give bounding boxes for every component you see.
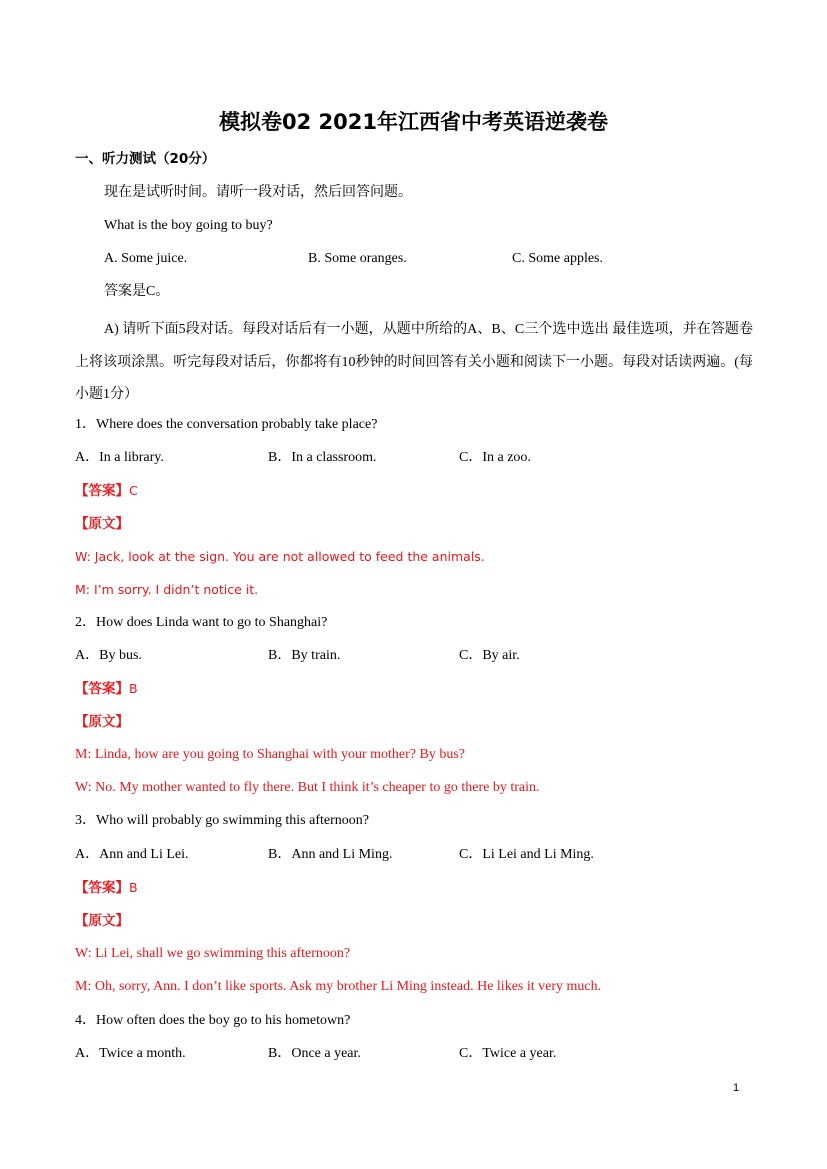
part-a-instructions: A) 请听下面5段对话。每段对话后有一小题，从题中所给的A、B、C三个选中选出 最佳选项，并在答题卷上将该项涂黑。听完每段对话后，你都将有10秒钟的时间回答有关小题和阅读下一小题。每段对话读两遍。(每小题1分） — [75, 322, 753, 402]
option-b: B．Ann and Li Ming. — [268, 847, 393, 862]
question-stem: 3．Who will probably go swimming this afternoon? — [75, 813, 369, 828]
section-heading: 一、听力测试（20分） — [75, 151, 216, 167]
transcript-label: 【原文】 — [75, 913, 129, 929]
intro-instruction: 现在是试听时间。请听一段对话，然后回答问题。 — [104, 185, 412, 200]
intro-option-b: B. Some oranges. — [308, 251, 407, 266]
answer-label: 【答案】 — [75, 483, 129, 499]
transcript-label: 【原文】 — [75, 714, 129, 730]
page-number: 1 — [733, 1082, 740, 1094]
option-c: C．Twice a year. — [459, 1046, 557, 1061]
answer-line — [75, 482, 138, 501]
answer-line — [75, 680, 138, 699]
answer-value: B — [129, 880, 138, 895]
option-a: A．Twice a month. — [75, 1046, 186, 1061]
transcript-line: W: Jack, look at the sign. You are not allowed to feed the animals. — [75, 549, 485, 564]
intro-option-c: C. Some apples. — [512, 251, 603, 266]
transcript-label: 【原文】 — [75, 516, 129, 532]
answer-value: B — [129, 681, 138, 696]
option-c: C．Li Lei and Li Ming. — [459, 847, 594, 862]
transcript-line: M: Linda, how are you going to Shanghai with your mother? By bus? — [75, 747, 465, 762]
transcript-line: M: I’m sorry. I didn’t notice it. — [75, 582, 259, 597]
option-c: C．In a zoo. — [459, 450, 531, 465]
transcript-line: M: Oh, sorry, Ann. I don’t like sports. Ask my brother Li Ming instead. He likes it very much. — [75, 979, 602, 994]
question-stem: 1．Where does the conversation probably take place? — [75, 417, 378, 432]
answer-label: 【答案】 — [75, 880, 129, 896]
option-a: A．Ann and Li Lei. — [75, 847, 189, 862]
option-b: B．By train. — [268, 648, 341, 663]
page-title: 模拟卷02 2021年江西省中考英语逆袭卷 — [219, 110, 608, 134]
option-a: A．In a library. — [75, 450, 164, 465]
answer-value: C — [129, 483, 138, 498]
option-a: A．By bus. — [75, 648, 142, 663]
question-stem: 4．How often does the boy go to his hometown? — [75, 1013, 351, 1028]
transcript-line: W: Li Lei, shall we go swimming this afternoon? — [75, 946, 351, 961]
question-stem: 2．How does Linda want to go to Shanghai? — [75, 615, 328, 630]
intro-option-a: A. Some juice. — [104, 251, 188, 266]
intro-answer: 答案是C。 — [104, 284, 170, 299]
option-b: B．In a classroom. — [268, 450, 377, 465]
intro-question: What is the boy going to buy? — [104, 218, 273, 233]
answer-line — [75, 879, 138, 898]
option-b: B．Once a year. — [268, 1046, 361, 1061]
transcript-line: W: No. My mother wanted to fly there. But I think it’s cheaper to go there by train. — [75, 780, 540, 795]
answer-label: 【答案】 — [75, 681, 129, 697]
option-c: C．By air. — [459, 648, 520, 663]
